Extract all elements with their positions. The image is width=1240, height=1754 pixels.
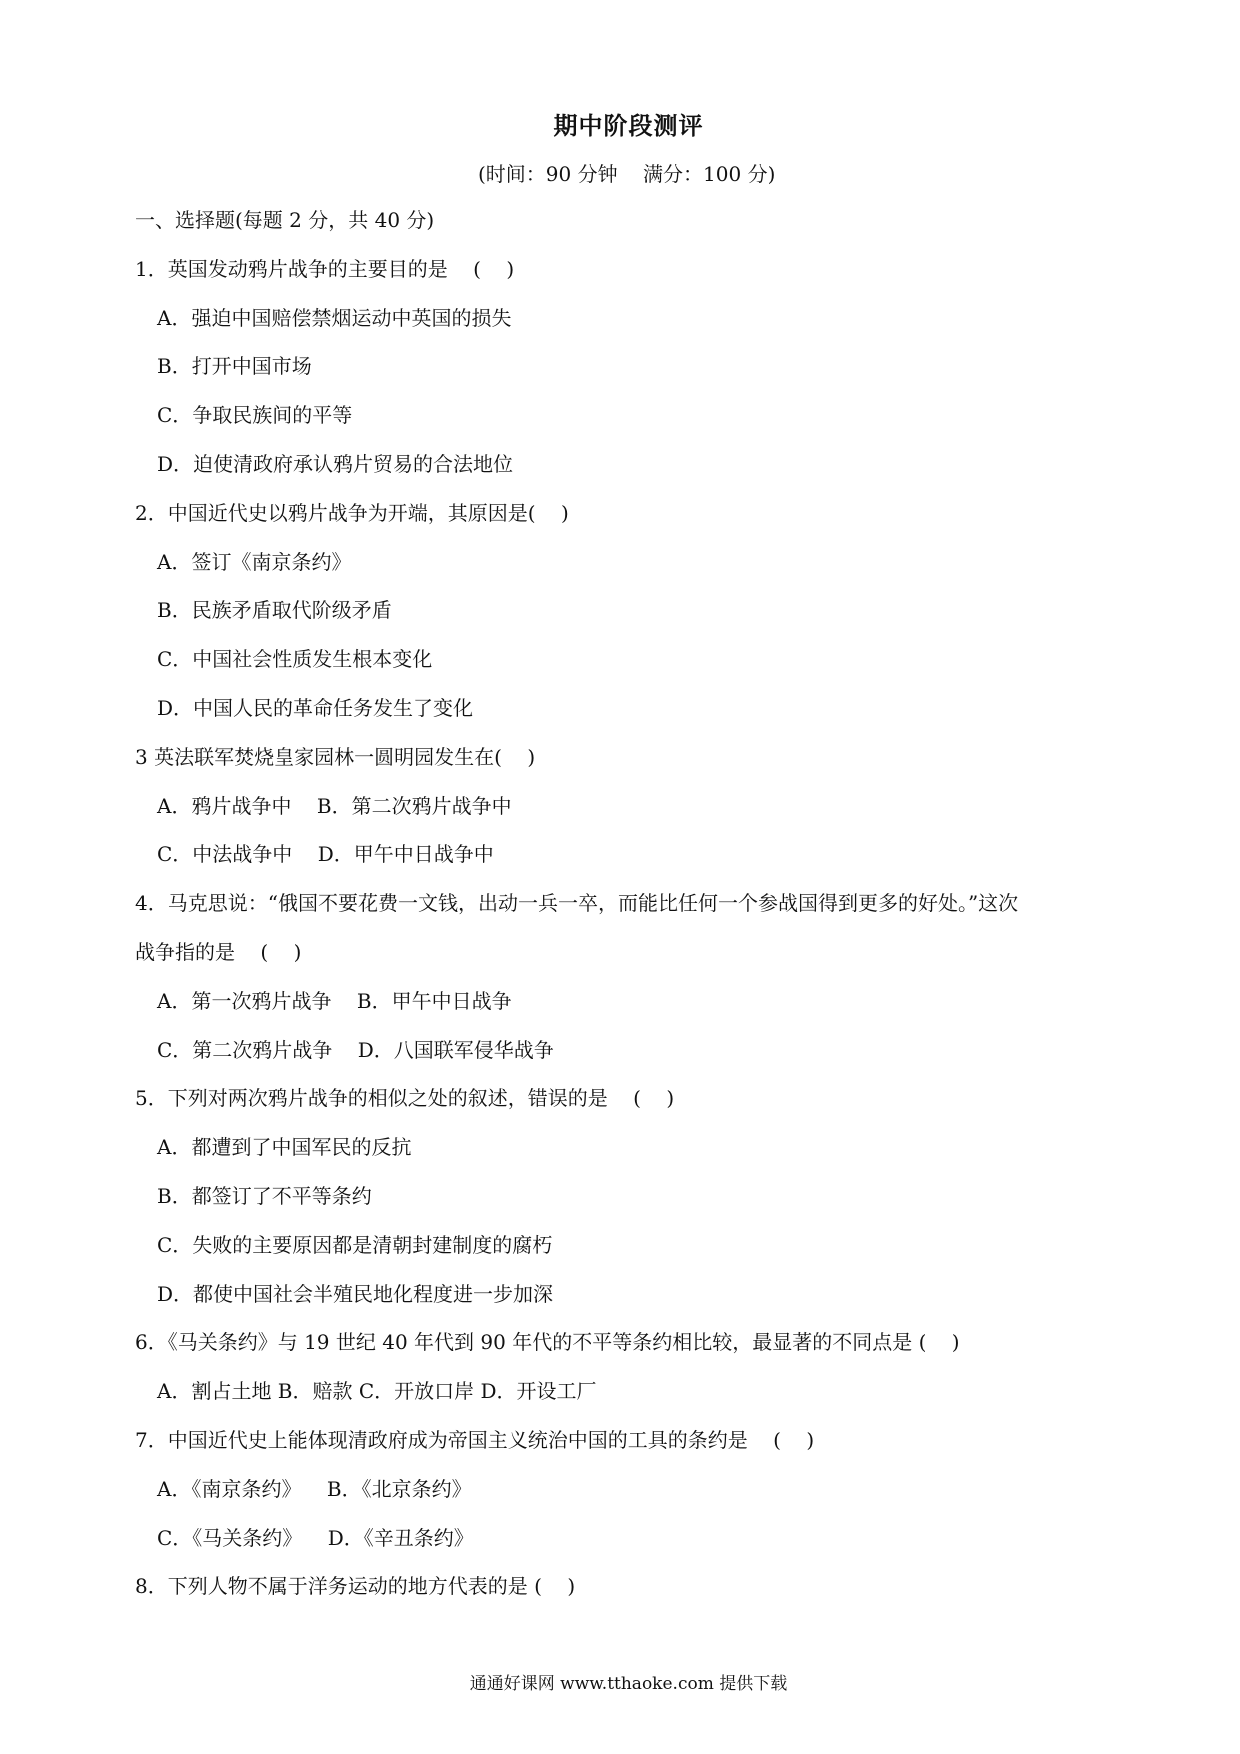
option: B．都签订了不平等条约 [157, 1183, 372, 1208]
question-6-stem: 6．《马关条约》与 19 世纪 40 年代到 90 年代的不平等条约相比较，最显著的不同点是 ( ) [135, 1330, 960, 1355]
option: D．迫使清政府承认鸦片贸易的合法地位 [157, 451, 514, 476]
option: A．强迫中国赔偿禁烟运动中英国的损失 [157, 305, 512, 330]
option: A．鸦片战争中 B．第二次鸦片战争中 [157, 793, 512, 818]
question-3-stem: 3 英法联军焚烧皇家园林一圆明园发生在( ) [135, 744, 536, 769]
option: A．签订《南京条约》 [157, 549, 352, 574]
option: B．民族矛盾取代阶级矛盾 [157, 598, 392, 623]
question-8-stem: 8．下列人物不属于洋务运动的地方代表的是 ( ) [135, 1574, 576, 1599]
option: B．打开中国市场 [157, 354, 312, 379]
question-4-stem-continued: 战争指的是 ( ) [135, 939, 302, 964]
question-list [135, 203, 1135, 1618]
exam-info: (时间：90 分钟 满分：100 分) [478, 162, 776, 186]
question-7-stem: 7．中国近代史上能体现清政府成为帝国主义统治中国的工具的条约是 ( ) [135, 1427, 815, 1452]
option: C．争取民族间的平等 [157, 403, 353, 428]
option: C．中法战争中 D．甲午中日战争中 [157, 842, 494, 867]
section-heading: 一、选择题(每题 2 分，共 40 分) [135, 208, 435, 232]
option: C．《马关条约》 D．《辛丑条约》 [157, 1525, 474, 1550]
option: A．《南京条约》 B．《北京条约》 [157, 1476, 472, 1501]
question-5-stem: 5．下列对两次鸦片战争的相似之处的叙述，错误的是 ( ) [135, 1086, 675, 1111]
option: A．第一次鸦片战争 B．甲午中日战争 [157, 988, 512, 1013]
question-2-stem: 2．中国近代史以鸦片战争为开端，其原因是( ) [135, 500, 569, 525]
page-title: 期中阶段测评 [553, 111, 704, 140]
option: C．失败的主要原因都是清朝封建制度的腐朽 [157, 1232, 553, 1257]
option: D．都使中国社会半殖民地化程度进一步加深 [157, 1281, 554, 1306]
option: C．中国社会性质发生根本变化 [157, 647, 433, 672]
question-4-stem: 4．马克思说：“俄国不要花费一文钱，出动一兵一卒，而能比任何一个参战国得到更多的好处。”这次 [135, 891, 1019, 916]
question-1-stem: 1．英国发动鸦片战争的主要目的是 ( ) [135, 256, 515, 281]
option: D．中国人民的革命任务发生了变化 [157, 695, 474, 720]
option: A．都遭到了中国军民的反抗 [157, 1135, 412, 1160]
option: A．割占土地 B．赔款 C．开放口岸 D．开设工厂 [157, 1379, 597, 1404]
option: C．第二次鸦片战争 D．八国联军侵华战争 [157, 1037, 554, 1062]
page-footer: 通通好课网 www.tthaoke.com 提供下载 [469, 1674, 788, 1694]
